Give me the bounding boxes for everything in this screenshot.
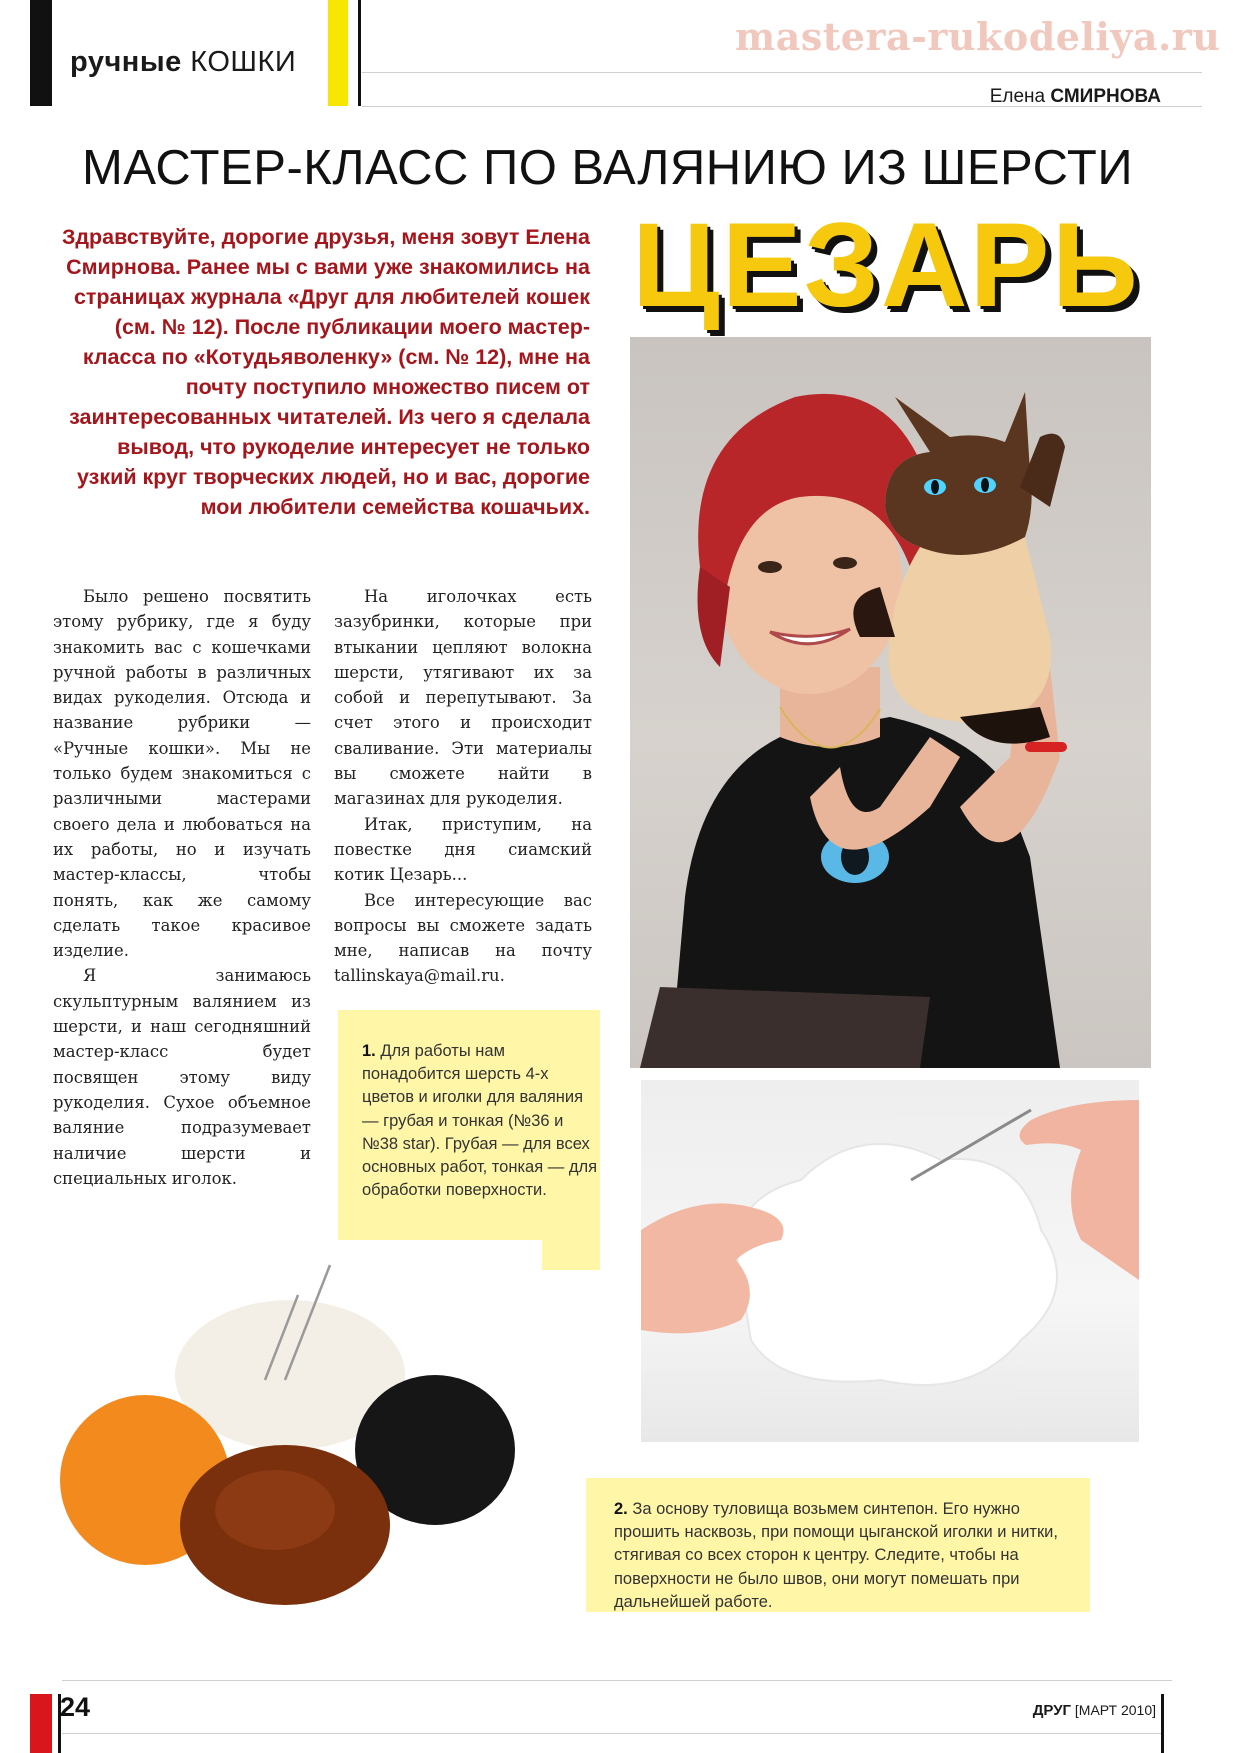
rubric-rest: КОШКИ bbox=[181, 46, 297, 78]
header-yellow-bar bbox=[328, 0, 348, 106]
footer-red-bar bbox=[30, 1694, 52, 1753]
wool-and-needles-illustration bbox=[50, 1240, 542, 1616]
step-text: Для работы нам понадобится шерсть 4-х цветов и иголки для валяния — грубая и тонкая (№36 и №38 star). Грубая — для всех основных работ, тонкая — для обработки поверхности. bbox=[362, 1042, 598, 1200]
paragraph: Итак, приступим, на повестке дня сиамский котик Цезарь... bbox=[334, 814, 592, 885]
paragraph: Я занимаюсь скульптурным валянием из шерсти, и наш сегодняшний мастер-класс будет посвящен этому виду рукоделия. Сухое объемное валяние подразумевает наличие шерсти и специальных иголок. bbox=[53, 966, 311, 1188]
body-column-2 bbox=[334, 584, 592, 989]
paragraph: Все интересующие вас вопросы вы сможете задать мне, написав на почту tallinskaya@mail.ru. bbox=[334, 890, 592, 986]
author-photo bbox=[630, 337, 1151, 1068]
body-column-1 bbox=[53, 584, 311, 1191]
paragraph: На иголочках есть зазубринки, которые при втыкании цепляют волокна шерсти, утягивают их за собой и перепутывают. За счет этого и происходит сваливание. Эти материалы вы сможете найти в магазинах для рукоделия. bbox=[334, 587, 592, 809]
step-number: 2. bbox=[614, 1500, 628, 1518]
paragraph: Было решено посвятить этому рубрику, где я буду знакомить вас с кошечками ручной работы в различных видах рукоделия. Отсюда и название рубрики — «Ручные кошки». Мы не только будем знакомиться с различными мастерами своего дела и любоваться на их работы, но и изучать мастер-классы, чтобы понять, как же самому сделать такое красивое изделие. bbox=[53, 587, 311, 961]
step-2-note bbox=[586, 1478, 1090, 1612]
step-text: За основу туловища возьмем синтепон. Его нужно прошить насквозь, при помощи цыганской иголки и нитки, стягивая со всех сторон к центру. Следите, чтобы на поверхности не было швов, они могут помешать при дальнейшей работе. bbox=[614, 1500, 1058, 1611]
wool-photo bbox=[50, 1240, 542, 1616]
article-title: МАСТЕР-КЛАСС ПО ВАЛЯНИЮ ИЗ ШЕРСТИ bbox=[82, 141, 1134, 195]
magazine-name: ДРУГ bbox=[1032, 1702, 1072, 1719]
footer-right-divider bbox=[1161, 1694, 1164, 1753]
magazine-footer bbox=[1033, 1702, 1156, 1719]
header-black-bar bbox=[30, 0, 52, 106]
page-number: 24 bbox=[60, 1692, 91, 1722]
magazine-issue: [МАРТ 2010] bbox=[1071, 1702, 1156, 1718]
header-divider bbox=[358, 0, 361, 106]
article-name: ЦЕЗАРЬ bbox=[632, 198, 1140, 332]
hands-with-synthetic-padding-illustration bbox=[641, 1080, 1139, 1442]
author-first-name: Елена bbox=[989, 86, 1051, 107]
watermark: mastera-rukodeliya.ru bbox=[735, 14, 1221, 59]
author-with-cat-illustration bbox=[630, 337, 1151, 1068]
header-rule-top bbox=[362, 72, 1202, 73]
author-last-name: СМИРНОВА bbox=[1050, 86, 1161, 107]
author-byline bbox=[990, 86, 1161, 108]
step-number: 1. bbox=[362, 1042, 376, 1060]
article-lead: Здравствуйте, дорогие друзья, меня зовут Елена Смирнова. Ранее мы с вами уже знакомились на страницах журнала «Друг для любителей кошек (см. № 12). После публикации моего мастер-класса по «Котудьяволенку» (см. № 12), мне на почту поступило множество писем от заинтересованных читателей. Из чего я сделала вывод, что рукоделие интересует не только узкий круг творческих людей, но и вас, дорогие мои любители семейства кошачьих. bbox=[61, 225, 590, 519]
step-1-note bbox=[338, 1010, 600, 1270]
rubric-bold: ручные bbox=[70, 46, 182, 78]
footer-rule-bottom bbox=[62, 1733, 1162, 1734]
footer-rule-top bbox=[62, 1680, 1172, 1681]
hands-felting-photo bbox=[641, 1080, 1139, 1442]
rubric-label bbox=[70, 46, 296, 79]
